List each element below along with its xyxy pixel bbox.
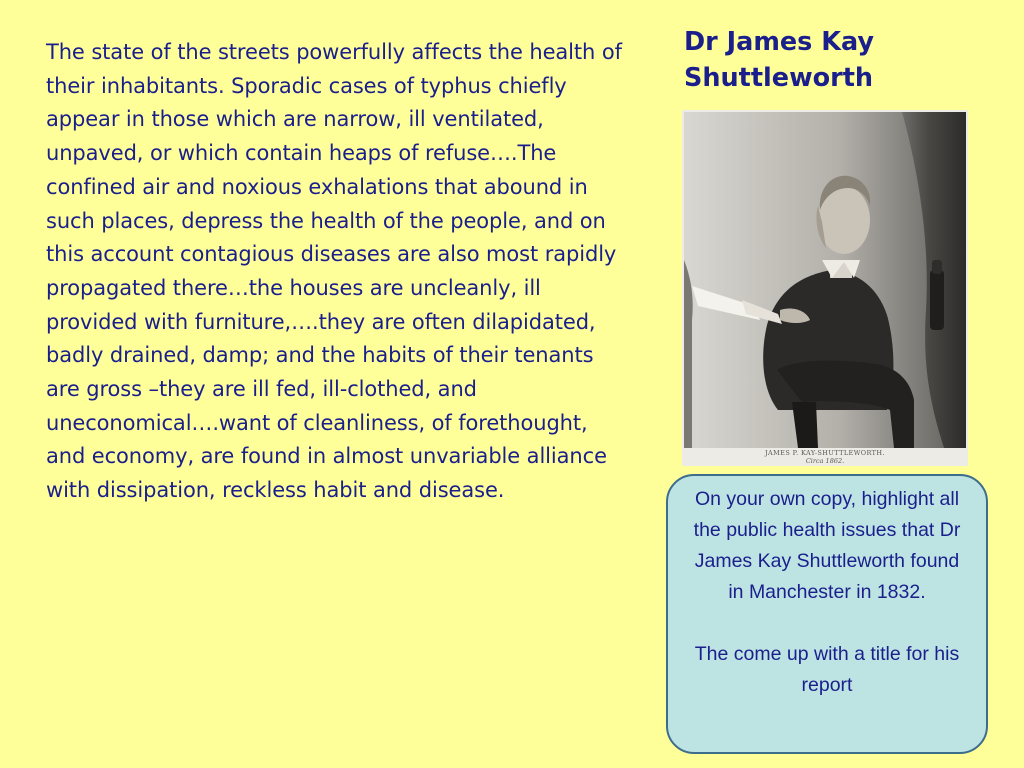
task-instruction: On your own copy, highlight all the public health issues that Dr James Kay Shuttleworth found in Manchester in 1832. <box>693 488 961 603</box>
portrait-caption-date: Circa 1862. <box>805 457 845 465</box>
portrait-caption-name: JAMES P. KAY-SHUTTLEWORTH. <box>765 449 885 457</box>
task-box <box>666 474 988 754</box>
slide-title: Dr James Kay Shuttleworth <box>684 27 875 93</box>
portrait-photo <box>682 110 968 466</box>
quote-text: The state of the streets powerfully affects the health of their inhabitants. Sporadic cases of typhus chiefly appear in those which are narrow, ill ventilated, unpaved, or which contain heaps of refuse….The confined air and noxious exhalations that abound in such places, depress the health of the people, and on this account contagious diseases are also most rapidly propagated there…the houses are uncleanly, ill provided with furniture,….they are often dilapidated, badly drained, damp; and the habits of their tenants are gross –they are ill fed, ill-clothed, and uneconomical….want of cleanliness, of forethought, and economy, are found in almost unvariable alliance with dissipation, reckless habit and disease. <box>46 40 622 503</box>
task-follow-up: The come up with a title for his report <box>694 643 960 696</box>
